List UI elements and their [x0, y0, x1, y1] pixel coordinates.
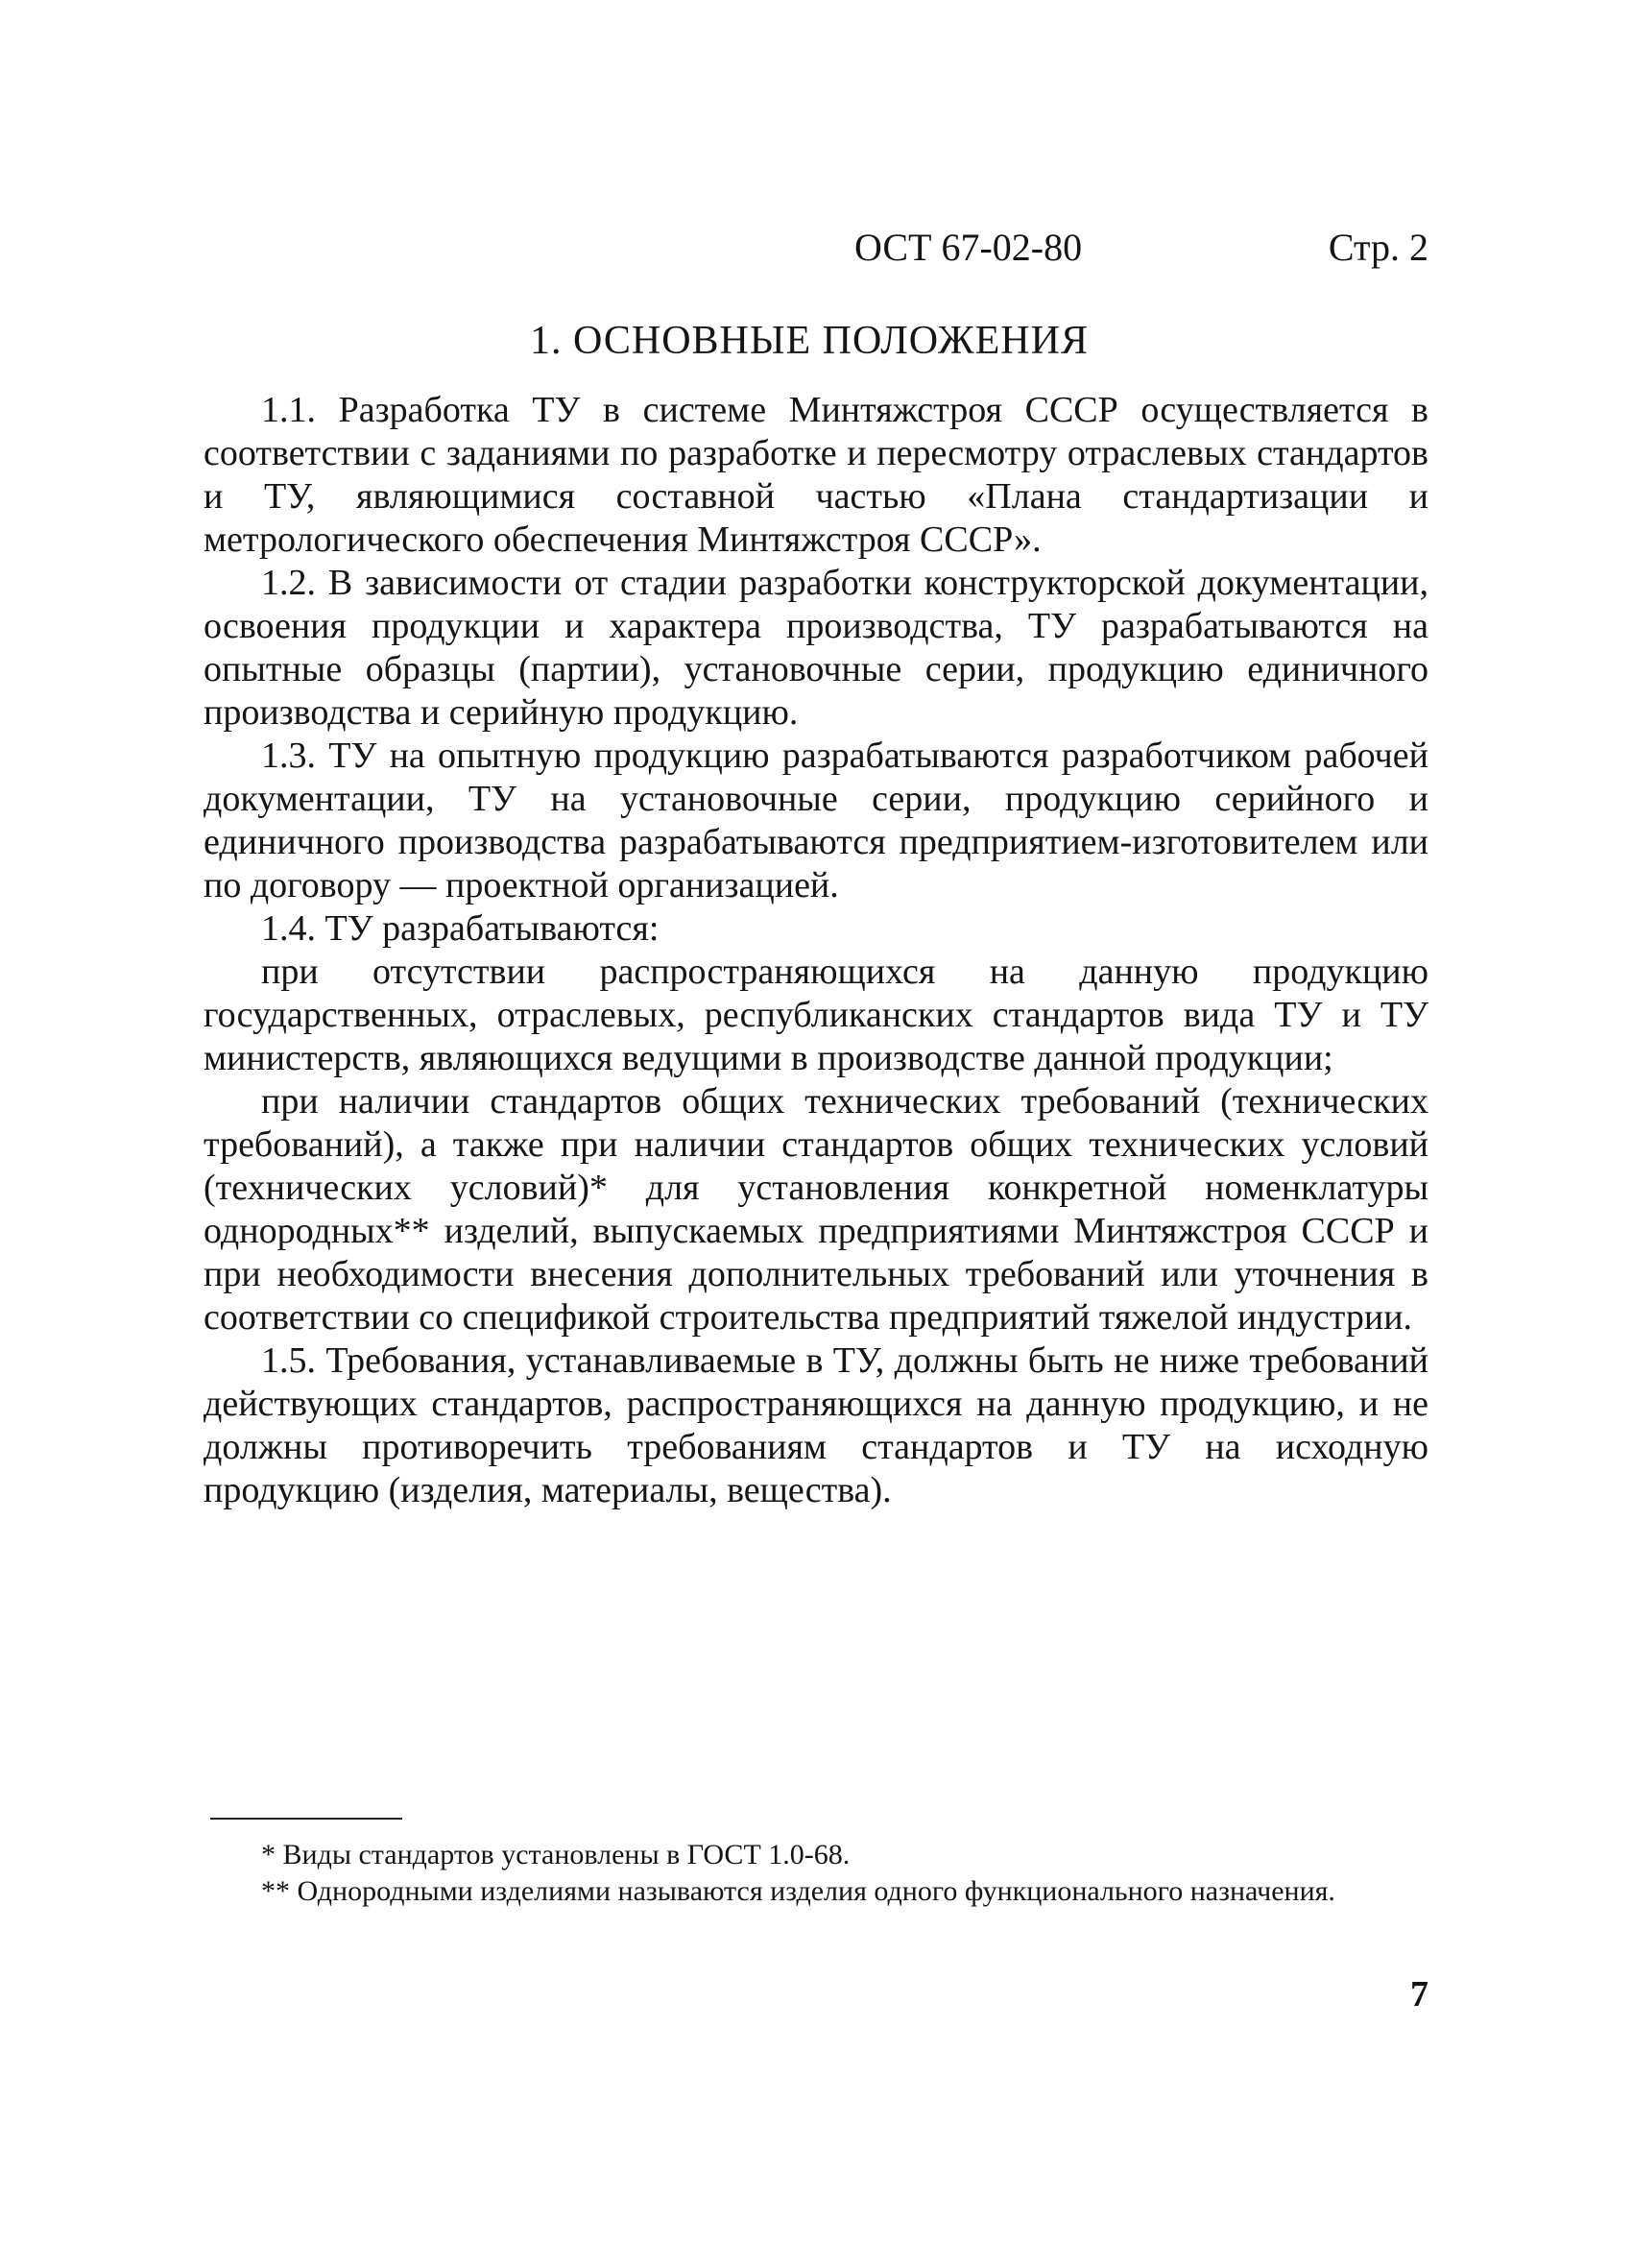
paragraph-1-4-item-2: при наличии стандартов общих технических требований (технических требований), а также при наличии стандартов общих технических условий (технических условий)* для установления конкретной номенклатуры однородных** изделий, выпускаемых предприятиями Минтяжстроя СССР и при необходимости внесения дополнительных требований или уточнения в соответствии со спецификой строительства предприятий тяжелой индустрии.: [204, 1081, 1428, 1338]
body-text: [204, 389, 1428, 1512]
paragraph-1-4-item-1: при отсутствии распространяющихся на данную продукцию государственных, отраслевых, республиканских стандартов вида ТУ и ТУ министерств, являющихся ведущими в производстве данной продукции;: [204, 952, 1428, 1078]
footnote-2: ** Однородными изделиями называются изделия одного функционального назначения.: [261, 1875, 1335, 1907]
paragraph-1-3: 1.3. ТУ на опытную продукцию разрабатываются разработчиком рабочей документации, ТУ на установочные серии, продукцию серийного и единичного производства разрабатываются предприятием-изготовителем или по договору — проектной организацией.: [204, 736, 1428, 905]
page-label: Стр. 2: [1328, 226, 1428, 269]
document-code: ОСТ 67-02-80: [854, 226, 1083, 269]
section-title: 1. ОСНОВНЫЕ ПОЛОЖЕНИЯ: [530, 319, 1089, 363]
page-number: 7: [1410, 1974, 1428, 2015]
footnote-1: * Виды стандартов установлены в ГОСТ 1.0-68.: [261, 1839, 851, 1870]
footnotes: [204, 1818, 1428, 1910]
page-header: [0, 219, 1632, 277]
paragraph-1-5: 1.5. Требования, устанавливаемые в ТУ, должны быть не ниже требований действующих стандартов, распространяющихся на данную продукцию, и не должны противоречить требованиям стандартов и ТУ на исходную продукцию (изделия, материалы, вещества).: [204, 1340, 1428, 1510]
paragraph-1-1: 1.1. Разработка ТУ в системе Минтяжстроя СССР осуществляется в соответствии с заданиями по разработке и пересмотру отраслевых стандартов и ТУ, являющимися составной частью «Плана стандартизации и метрологического обеспечения Минтяжстроя СССР».: [204, 390, 1428, 560]
footnote-divider: [210, 1818, 402, 1820]
paragraph-1-4: 1.4. ТУ разрабатываются:: [261, 908, 660, 949]
paragraph-1-2: 1.2. В зависимости от стадии разработки конструкторской документации, освоения продукции и характера производства, ТУ разрабатываются на опытные образцы (партии), установочные серии, продукцию единичного производства и серийную продукцию.: [204, 563, 1428, 733]
